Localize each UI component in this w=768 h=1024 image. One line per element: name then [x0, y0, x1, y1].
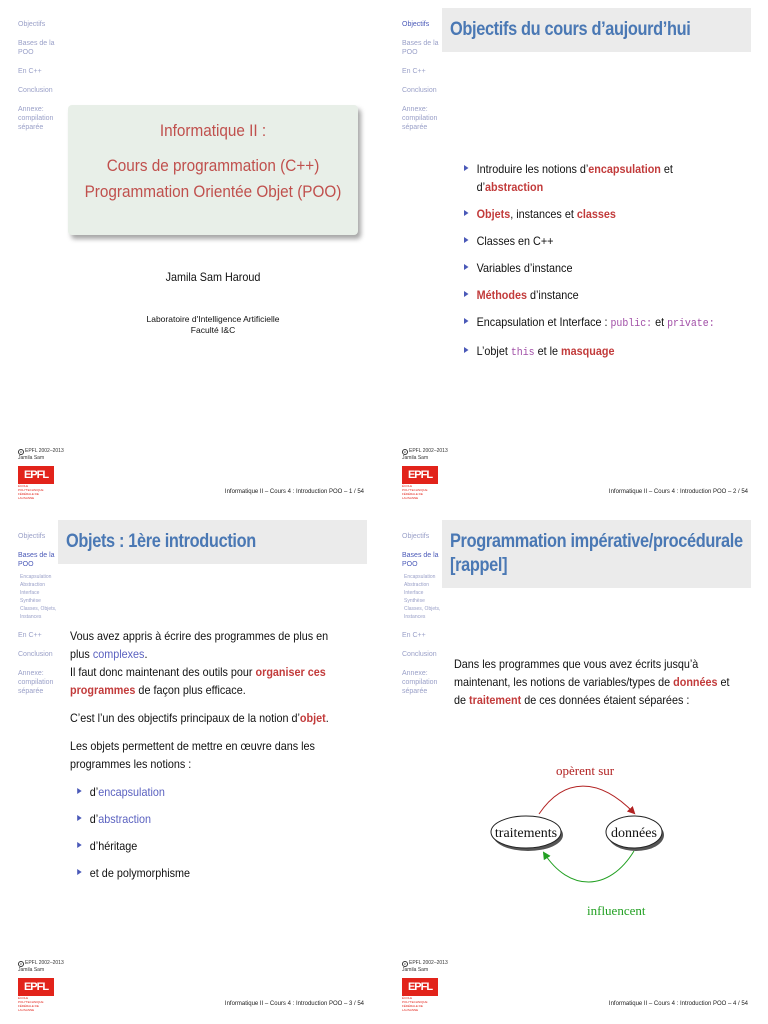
footer-course: Informatique II – Cours 4 : Introduction POO –: [224, 489, 348, 495]
nav-sub-synthese[interactable]: Synthèse: [404, 598, 425, 604]
slide-4: [384, 512, 768, 1024]
nav-sub-classes[interactable]: Classes, Objets, Instances: [404, 606, 441, 620]
slide-2: [384, 0, 768, 512]
nav-en-cpp[interactable]: En C++: [402, 68, 426, 75]
nav-bases[interactable]: Bases de la POO: [402, 552, 439, 568]
sidebar-nav: [18, 532, 58, 706]
sidebar-nav: [18, 20, 58, 142]
nav-en-cpp[interactable]: En C++: [18, 68, 42, 75]
footer-copyright: c EPFL 2002–2013 Jamila Sam: [402, 448, 448, 461]
nav-objectifs[interactable]: Objectifs: [402, 21, 430, 28]
institution: [68, 314, 358, 336]
list-item: d’abstraction: [77, 810, 349, 828]
footer-author: Jamila Sam: [402, 455, 429, 461]
epfl-logo: EPFL ÉCOLE POLYTECHNIQUE FÉDÉRALE DE LAUSANNE: [18, 466, 54, 490]
slide-1: [0, 0, 384, 512]
sidebar-nav: [402, 532, 442, 706]
paragraph: Dans les programmes que vous avez écrits jusqu’à maintenant, les notions de variables/types de données et de traitement de ces données étaient séparées :: [454, 657, 730, 707]
course-title: Informatique II :: [159, 121, 267, 140]
slide-3: [0, 512, 384, 1024]
arrow-influencent: [544, 851, 634, 882]
copyright-icon: c: [404, 961, 406, 966]
list-item: d’héritage: [77, 837, 349, 855]
nav-sub-abstraction[interactable]: Abstraction: [404, 582, 430, 588]
footer-course: Informatique II – Cours 4 : Introduction POO –: [608, 489, 732, 495]
label-influencent: influencent: [587, 903, 646, 917]
objectives-list: [464, 160, 764, 371]
list-item: Classes en C++: [464, 232, 734, 250]
footer-author: Jamila Sam: [402, 967, 429, 973]
nav-conclusion[interactable]: Conclusion: [402, 87, 437, 94]
copyright-icon: c: [20, 449, 22, 454]
nav-en-cpp[interactable]: En C++: [18, 632, 42, 639]
nav-annexe[interactable]: Annexe: compilation séparée: [18, 106, 54, 131]
footer-course: Informatique II – Cours 4 : Introduction POO –: [608, 1001, 732, 1007]
list-item: Méthodes d’instance: [464, 286, 734, 304]
footer-author: Jamila Sam: [18, 967, 45, 973]
page-number: 2 / 54: [732, 489, 748, 495]
label-operent-sur: opèrent sur: [556, 763, 615, 778]
copyright-icon: c: [20, 961, 22, 966]
nav-conclusion[interactable]: Conclusion: [18, 87, 53, 94]
page-number: 4 / 54: [732, 1001, 748, 1007]
course-subtitle-2: Programmation Orientée Objet (POO): [84, 182, 342, 201]
list-item: Variables d’instance: [464, 259, 734, 277]
nav-objectifs[interactable]: Objectifs: [18, 533, 46, 540]
nav-sub-encapsulation[interactable]: Encapsulation: [20, 574, 52, 580]
list-item: Introduire les notions d’encapsulation et d’abstraction: [464, 160, 734, 196]
nav-objectifs[interactable]: Objectifs: [402, 533, 430, 540]
nav-annexe[interactable]: Annexe: compilation séparée: [402, 670, 438, 695]
paragraph: Vous avez appris à écrire des programmes de plus en plus complexes.: [70, 629, 329, 661]
nav-sub-interface[interactable]: Interface: [20, 590, 40, 596]
page-number: 1 / 54: [348, 489, 364, 495]
bullet-icon: [464, 264, 469, 270]
nav-sub-abstraction[interactable]: Abstraction: [20, 582, 46, 588]
paragraph: C’est l’un des objectifs principaux de la notion d’objet.: [70, 711, 329, 725]
footer-copyright: c EPFL 2002–2013 Jamila Sam: [402, 960, 448, 973]
nav-sub-interface[interactable]: Interface: [404, 590, 424, 596]
epfl-logo: EPFL ÉCOLE POLYTECHNIQUE FÉDÉRALE DE LAUSANNE: [18, 978, 54, 1002]
data-treatment-diagram: [484, 757, 664, 917]
epfl-logo: EPFL ÉCOLE POLYTECHNIQUE FÉDÉRALE DE LAUSANNE: [402, 466, 438, 490]
sidebar-nav: [402, 20, 442, 142]
nav-conclusion[interactable]: Conclusion: [402, 651, 437, 658]
bullet-icon: [464, 318, 469, 324]
nav-sub-classes[interactable]: Classes, Objets, Instances: [20, 606, 57, 620]
frame-title: Programmation impérative/procédurale [rappel]: [450, 531, 743, 576]
frame-title-bar: [442, 520, 751, 588]
bullet-icon: [464, 237, 469, 243]
nav-subsections: [18, 573, 58, 621]
slide-body: [454, 655, 742, 719]
frame-title-bar: [442, 8, 751, 52]
list-item: Encapsulation et Interface : public: et private:: [464, 313, 734, 333]
bullet-icon: [77, 815, 82, 821]
nav-en-cpp[interactable]: En C++: [402, 632, 426, 639]
footer-info: [225, 489, 364, 495]
epfl-logo: EPFL ÉCOLE POLYTECHNIQUE FÉDÉRALE DE LAUSANNE: [402, 978, 438, 1002]
footer-copyright: c EPFL 2002–2013 Jamila Sam: [18, 960, 64, 973]
footer-info: [225, 1001, 364, 1007]
frame-title: Objectifs du cours d’aujourd’hui: [450, 19, 691, 40]
nav-bases[interactable]: Bases de la POO: [18, 552, 55, 568]
bullet-icon: [77, 842, 82, 848]
title-block: [68, 105, 358, 235]
slide-body: [70, 627, 349, 891]
footer-author: Jamila Sam: [18, 455, 45, 461]
list-item: L’objet this et le masquage: [464, 342, 734, 362]
footer-copyright: c EPFL 2002–2013 Jamila Sam: [18, 448, 64, 461]
footer-course: Informatique II – Cours 4 : Introduction POO –: [224, 1001, 348, 1007]
paragraph: Les objets permettent de mettre en œuvre dans les programmes les notions :: [70, 739, 315, 771]
copyright-icon: c: [404, 449, 406, 454]
paragraph: Il faut donc maintenant des outils pour organiser ces programmes de façon plus efficace.: [70, 665, 326, 697]
frame-title: Objets : 1ère introduction: [66, 531, 256, 552]
bullet-icon: [77, 869, 82, 875]
nav-bases[interactable]: Bases de la POO: [18, 40, 55, 56]
nav-annexe[interactable]: Annexe: compilation séparée: [402, 106, 438, 131]
course-subtitle-1: Cours de programmation (C++): [106, 156, 320, 175]
bullet-icon: [464, 347, 469, 353]
list-item: et de polymorphisme: [77, 864, 349, 882]
list-item: Objets, instances et classes: [464, 205, 734, 223]
bullet-icon: [464, 210, 469, 216]
footer-info: [609, 489, 748, 495]
arrow-operent-sur: [539, 786, 634, 814]
nav-annexe[interactable]: Annexe: compilation séparée: [18, 670, 54, 695]
frame-title-bar: [58, 520, 367, 564]
nav-objectifs[interactable]: Objectifs: [18, 21, 46, 28]
node-label-traitements: traitements: [494, 826, 558, 841]
faculty-name: Faculté I&C: [190, 325, 236, 335]
node-label-donnees: données: [611, 826, 657, 841]
page-number: 3 / 54: [348, 1001, 364, 1007]
bullet-icon: [464, 291, 469, 297]
lab-name: Laboratoire d'Intelligence Artificielle: [146, 314, 280, 324]
author-name: Jamila Sam Haroud: [165, 270, 261, 284]
nav-bases[interactable]: Bases de la POO: [402, 40, 439, 56]
nav-conclusion[interactable]: Conclusion: [18, 651, 53, 658]
nav-sub-encapsulation[interactable]: Encapsulation: [404, 574, 436, 580]
nav-sub-synthese[interactable]: Synthèse: [20, 598, 41, 604]
notions-list: [77, 783, 349, 882]
list-item: d’encapsulation: [77, 783, 349, 801]
bullet-icon: [464, 165, 469, 171]
bullet-icon: [77, 788, 82, 794]
footer-info: [609, 1001, 748, 1007]
nav-subsections: [402, 573, 442, 621]
